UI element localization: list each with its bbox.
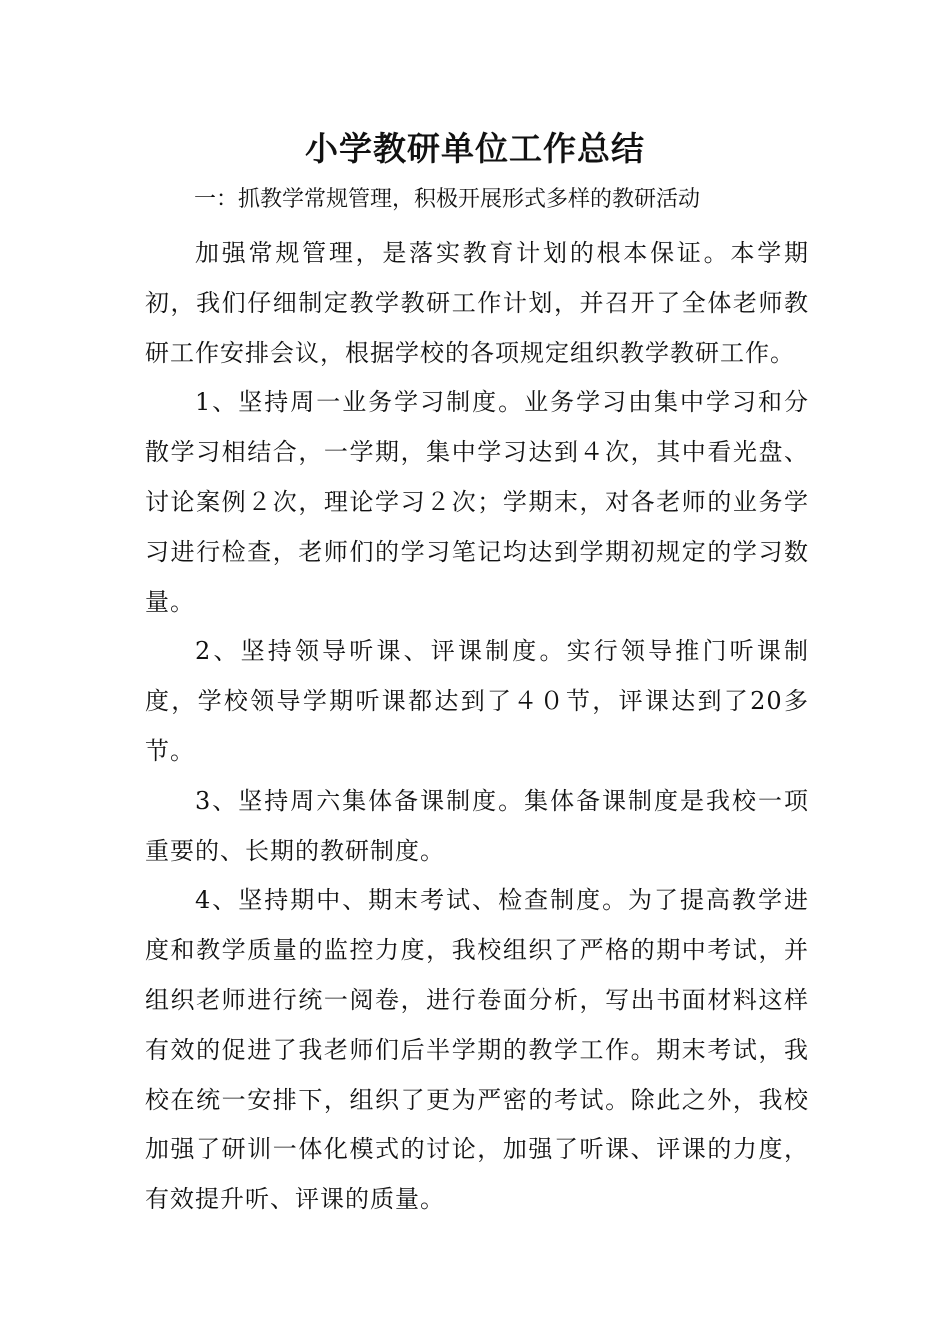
paragraph-item-2: 2、坚持领导听课、评课制度。实行领导推门听课制度，学校领导学期听课都达到了４０节，评课达到了20多节。 xyxy=(145,637,809,765)
paragraph-item-4: 4、坚持期中、期末考试、检查制度。为了提高教学进度和教学质量的监控力度，我校组织了严格的期中考试，并组织老师进行统一阅卷，进行卷面分析，写出书面材料这样有效的促进了我老师们后半学期的教学工作。期末考试，我校在统一安排下，组织了更为严密的考试。除此之外，我校加强了研训一体化模式的讨论，加强了听课、评课的力度，有效提升听、评课的质量。 xyxy=(145,886,809,1214)
paragraph-intro: 加强常规管理，是落实教育计划的根本保证。本学期初，我们仔细制定教学教研工作计划，并召开了全体老师教研工作安排会议，根据学校的各项规定组织教学教研工作。 xyxy=(145,239,809,367)
paragraph-item-1: 1、坚持周一业务学习制度。业务学习由集中学习和分散学习相结合，一学期，集中学习达到４次，其中看光盘、讨论案例２次，理论学习２次；学期末，对各老师的业务学习进行检查，老师们的学习笔记均达到学期初规定的学习数量。 xyxy=(145,388,809,616)
document-body xyxy=(145,180,809,1225)
paragraph-item-3: 3、坚持周六集体备课制度。集体备课制度是我校一项重要的、长期的教研制度。 xyxy=(145,786,809,865)
section-heading: 一：抓教学常规管理，积极开展形式多样的教研活动 xyxy=(194,187,701,212)
document-title: 小学教研单位工作总结 xyxy=(305,129,645,168)
